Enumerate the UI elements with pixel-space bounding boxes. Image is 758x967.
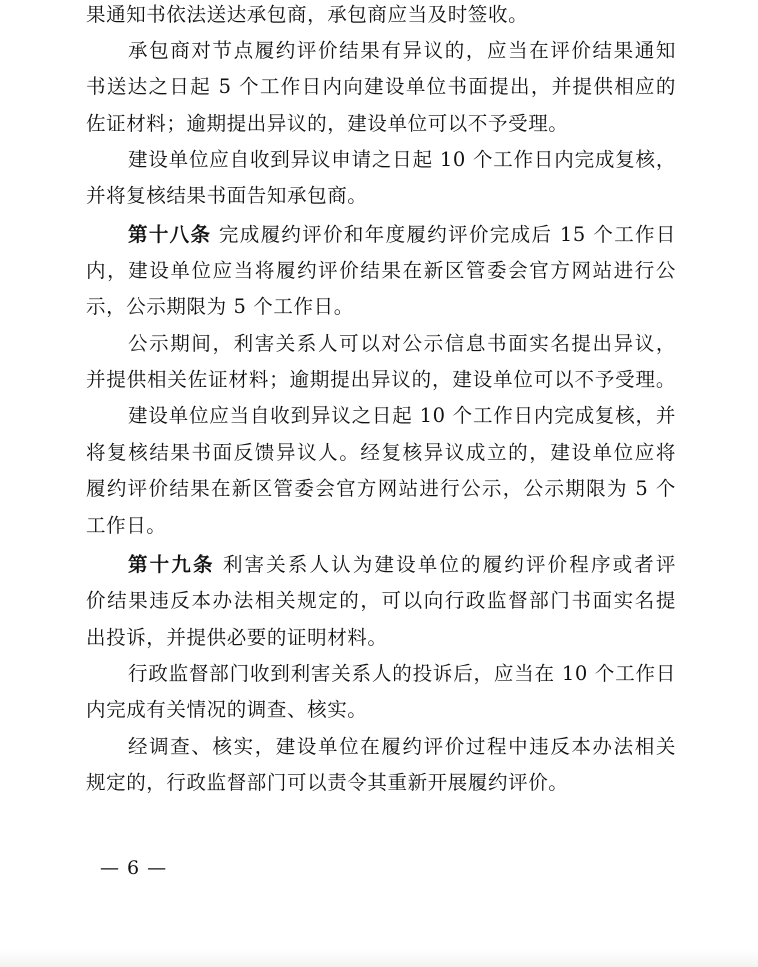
scan-edge-strip bbox=[0, 950, 758, 967]
paragraph-5-line-2: 并提供相关佐证材料；逾期提出异议的，建设单位可以不予受理。 bbox=[86, 368, 676, 391]
article-19-line-2: 价结果违反本办法相关规定的，可以向行政监督部门书面实名提 bbox=[86, 589, 676, 612]
paragraph-3-line-1: 建设单位应自收到异议申请之日起 10 个工作日内完成复核， bbox=[128, 148, 676, 171]
paragraph-6-line-3: 履约评价结果在新区管委会官方网站进行公示，公示期限为 5 个 bbox=[86, 477, 676, 500]
article-18-heading: 第十八条 bbox=[128, 223, 212, 246]
paragraph-5-line-1: 公示期间，利害关系人可以对公示信息书面实名提出异议， bbox=[128, 332, 676, 355]
article-19-line-3: 出投诉，并提供必要的证明材料。 bbox=[86, 626, 388, 649]
page-number: — 6 — bbox=[100, 857, 168, 879]
article-18-line-3: 示，公示期限为 5 个工作日。 bbox=[86, 295, 354, 318]
paragraph-2-line-1: 承包商对节点履约评价结果有异议的，应当在评价结果通知 bbox=[128, 39, 676, 62]
article-18-line-1-text: 完成履约评价和年度履约评价完成后 15 个工作日 bbox=[211, 223, 676, 246]
paragraph-6-line-1: 建设单位应当自收到异议之日起 10 个工作日内完成复核，并 bbox=[128, 404, 676, 427]
paragraph-6-line-4: 工作日。 bbox=[86, 514, 167, 537]
paragraph-1-line-1: 果通知书依法送达承包商，承包商应当及时签收。 bbox=[86, 3, 529, 26]
article-19-heading: 第十九条 bbox=[128, 553, 215, 576]
paragraph-6-line-2: 将复核结果书面反馈异议人。经复核异议成立的，建设单位应将 bbox=[86, 441, 676, 464]
paragraph-8-line-1: 行政监督部门收到利害关系人的投诉后，应当在 10 个工作日 bbox=[128, 662, 676, 685]
article-18-line-1 bbox=[128, 223, 676, 247]
paragraph-9-line-1: 经调查、核实，建设单位在履约评价过程中违反本办法相关 bbox=[128, 735, 676, 758]
article-19-line-1-text: 利害关系人认为建设单位的履约评价程序或者评 bbox=[214, 553, 676, 576]
paragraph-2-line-3: 佐证材料；逾期提出异议的，建设单位可以不予受理。 bbox=[86, 112, 569, 135]
paragraph-2-line-2: 书送达之日起 5 个工作日内向建设单位书面提出，并提供相应的 bbox=[86, 75, 676, 98]
article-19-line-1 bbox=[128, 553, 676, 577]
paragraph-3-line-2: 并将复核结果书面告知承包商。 bbox=[86, 184, 368, 207]
paragraph-9-line-2: 规定的，行政监督部门可以责令其重新开展履约评价。 bbox=[86, 771, 569, 794]
paragraph-8-line-2: 内完成有关情况的调查、核实。 bbox=[86, 698, 368, 721]
article-18-line-2: 内，建设单位应当将履约评价结果在新区管委会官方网站进行公 bbox=[86, 259, 676, 282]
